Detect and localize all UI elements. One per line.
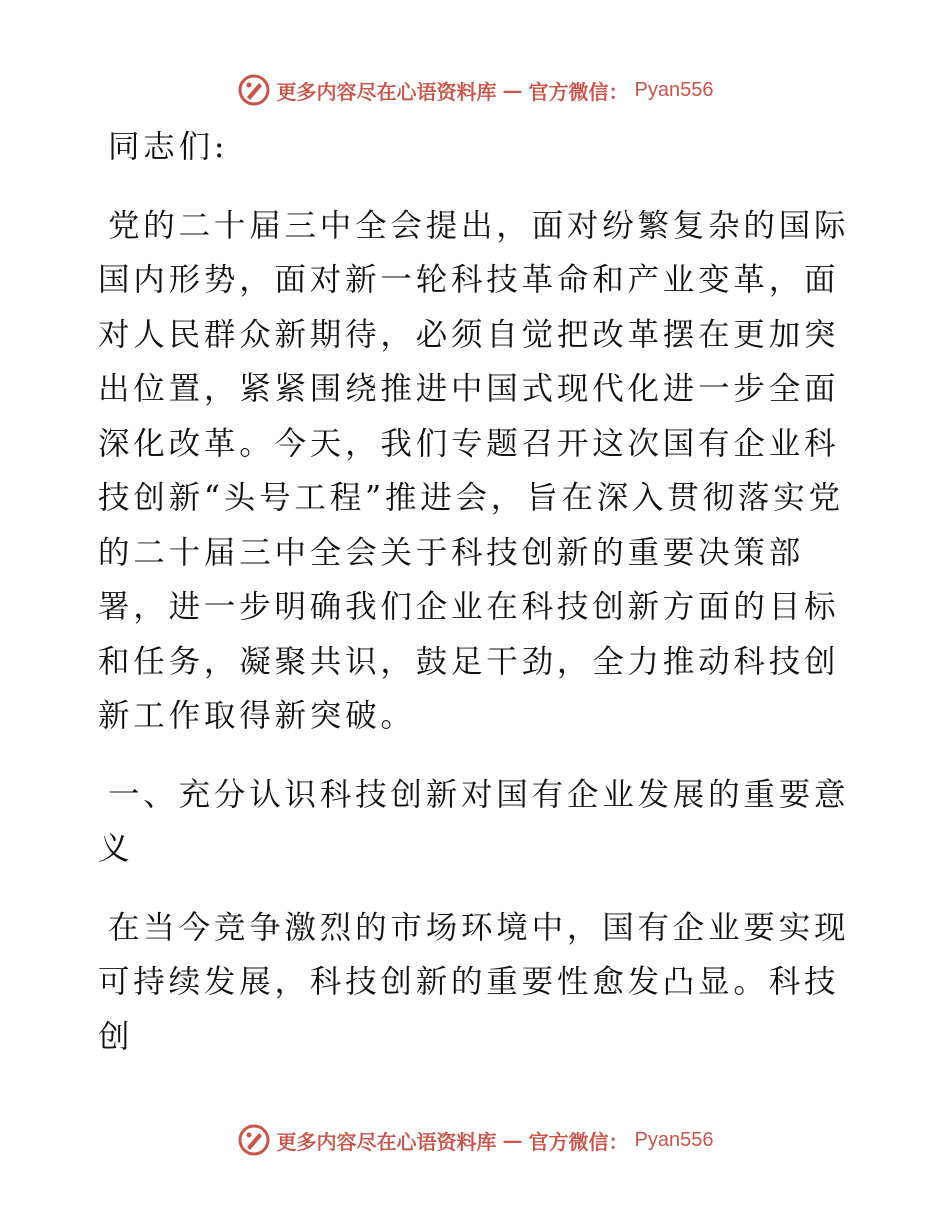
banner-text: 更多内容尽在心语资料库 xyxy=(276,1129,497,1154)
footer-banner xyxy=(0,1120,950,1160)
section-heading: 一、充分认识科技创新对国有企业发展的重要意义 xyxy=(98,776,850,867)
banner-text: 更多内容尽在心语资料库 xyxy=(276,79,497,104)
banner-wechat-label: 官方微信： xyxy=(528,1129,629,1154)
salutation: 同志们: xyxy=(108,129,229,165)
pen-seal-icon xyxy=(237,73,271,107)
banner-dash: — xyxy=(502,78,523,102)
intro-paragraph: 党的二十届三中全会提出，面对纷繁复杂的国际国内形势，面对新一轮科技革命和产业变革，面对人民群众新期待，必须自觉把改革摆在更加突出位置，紧紧围绕推进中国式现代化进一步全面深化改革。今天，我们专题召开这次国有企业科技创新“头号工程”推进会，旨在深入贯彻落实党的二十届三中全会关于科技创新的重要决策部署，进一步明确我们企业在科技创新方面的目标和任务，凝聚共识，鼓足干劲，全力推动科技创新工作取得新突破。 xyxy=(98,207,850,734)
pen-seal-icon xyxy=(237,1123,271,1157)
section-paragraph: 在当今竞争激烈的市场环境中，国有企业要实现可持续发展，科技创新的重要性愈发凸显。科技创 xyxy=(98,909,850,1055)
document-body xyxy=(98,120,858,1088)
banner-wechat-id: Pyan556 xyxy=(634,1128,714,1151)
banner-wechat-label: 官方微信： xyxy=(528,79,629,104)
banner-dash: — xyxy=(502,1128,523,1152)
banner-wechat-id: Pyan556 xyxy=(634,78,714,101)
header-banner xyxy=(0,70,950,110)
